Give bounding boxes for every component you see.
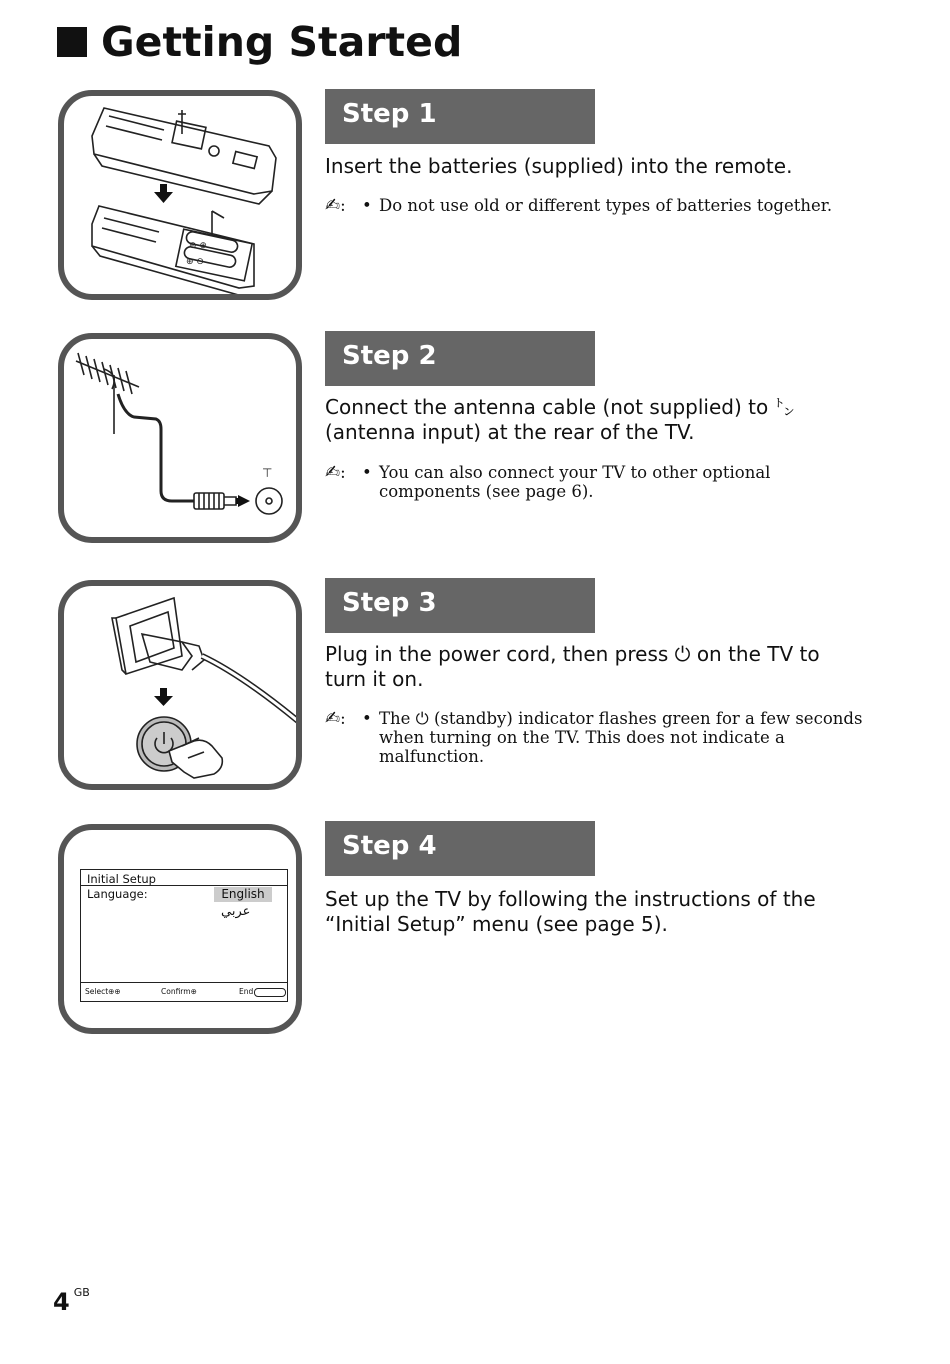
bullet: • — [362, 709, 372, 728]
language-label: Language: — [87, 887, 148, 901]
language-arabic-option: عربي — [221, 904, 251, 919]
page-suffix: GB — [73, 1286, 90, 1299]
svg-text:⊕ ⊖: ⊕ ⊖ — [186, 257, 204, 267]
menu-button-icon — [254, 988, 286, 997]
bullet: • — [362, 463, 372, 482]
step2-header: Step 2 — [325, 331, 595, 386]
step3-instruction-line1: Plug in the power cord, then press ⏻ on the TV to — [325, 642, 820, 666]
note-pen-icon: ✍: — [325, 195, 346, 216]
step3-instruction — [325, 642, 865, 692]
page-title: Getting Started — [101, 18, 463, 66]
step2-instruction — [325, 395, 865, 445]
screen-divider — [81, 885, 287, 886]
initial-setup-screen — [80, 869, 288, 1002]
page-title-row — [57, 18, 462, 66]
step4-instruction-line1: Set up the TV by following the instructions of the — [325, 887, 816, 911]
step3-note-line2: when turning on the TV. This does not indicate a — [379, 728, 785, 747]
screen-footer-divider — [81, 982, 287, 983]
power-plug-icon — [64, 586, 296, 790]
step2-illustration — [58, 333, 302, 543]
language-english-option: English — [214, 887, 272, 902]
step3-instruction-line2: turn it on. — [325, 667, 424, 691]
remote-batteries-icon — [64, 96, 296, 294]
page-number: 4 $^{GB}$ — [53, 1286, 90, 1316]
step1-instruction: Insert the batteries (supplied) into the remote. — [325, 154, 793, 178]
step4-illustration — [58, 824, 302, 1034]
footer-select: Select⊕⊕ — [85, 987, 121, 996]
footer-end: End — [239, 987, 286, 997]
select-arrows-icon: ⊕⊕ — [108, 987, 121, 996]
confirm-icon: ⊕ — [190, 987, 197, 996]
antenna-cable-icon — [64, 339, 296, 537]
step3-note-line1: The ⏻ (standby) indicator flashes green for a few seconds — [379, 709, 863, 728]
step2-note-line1: You can also connect your TV to other optional — [379, 463, 771, 482]
step1-header: Step 1 — [325, 89, 595, 144]
svg-text:⊖ ⊕: ⊖ ⊕ — [189, 241, 207, 251]
bullet: • — [362, 196, 372, 215]
screen-title: Initial Setup — [87, 872, 156, 886]
step3-illustration — [58, 580, 302, 790]
svg-text:⊤: ⊤ — [262, 466, 273, 480]
step3-header: Step 3 — [325, 578, 595, 633]
step4-instruction — [325, 887, 865, 937]
note-pen-icon: ✍: — [325, 708, 346, 729]
step4-header: Step 4 — [325, 821, 595, 876]
step1-note-text: Do not use old or different types of batteries together. — [379, 196, 833, 215]
step2-instruction-line2: (antenna input) at the rear of the TV. — [325, 420, 695, 444]
title-square-icon — [57, 27, 87, 57]
note-pen-icon: ✍: — [325, 462, 346, 483]
step3-note-line3: malfunction. — [379, 747, 485, 766]
step1-illustration — [58, 90, 302, 300]
step4-instruction-line2: “Initial Setup” menu (see page 5). — [325, 912, 668, 936]
step2-note-line2: components (see page 6). — [379, 482, 594, 501]
step2-instruction-line1: Connect the antenna cable (not supplied) to ㌧ — [325, 395, 795, 419]
footer-confirm: Confirm⊕ — [161, 987, 197, 996]
